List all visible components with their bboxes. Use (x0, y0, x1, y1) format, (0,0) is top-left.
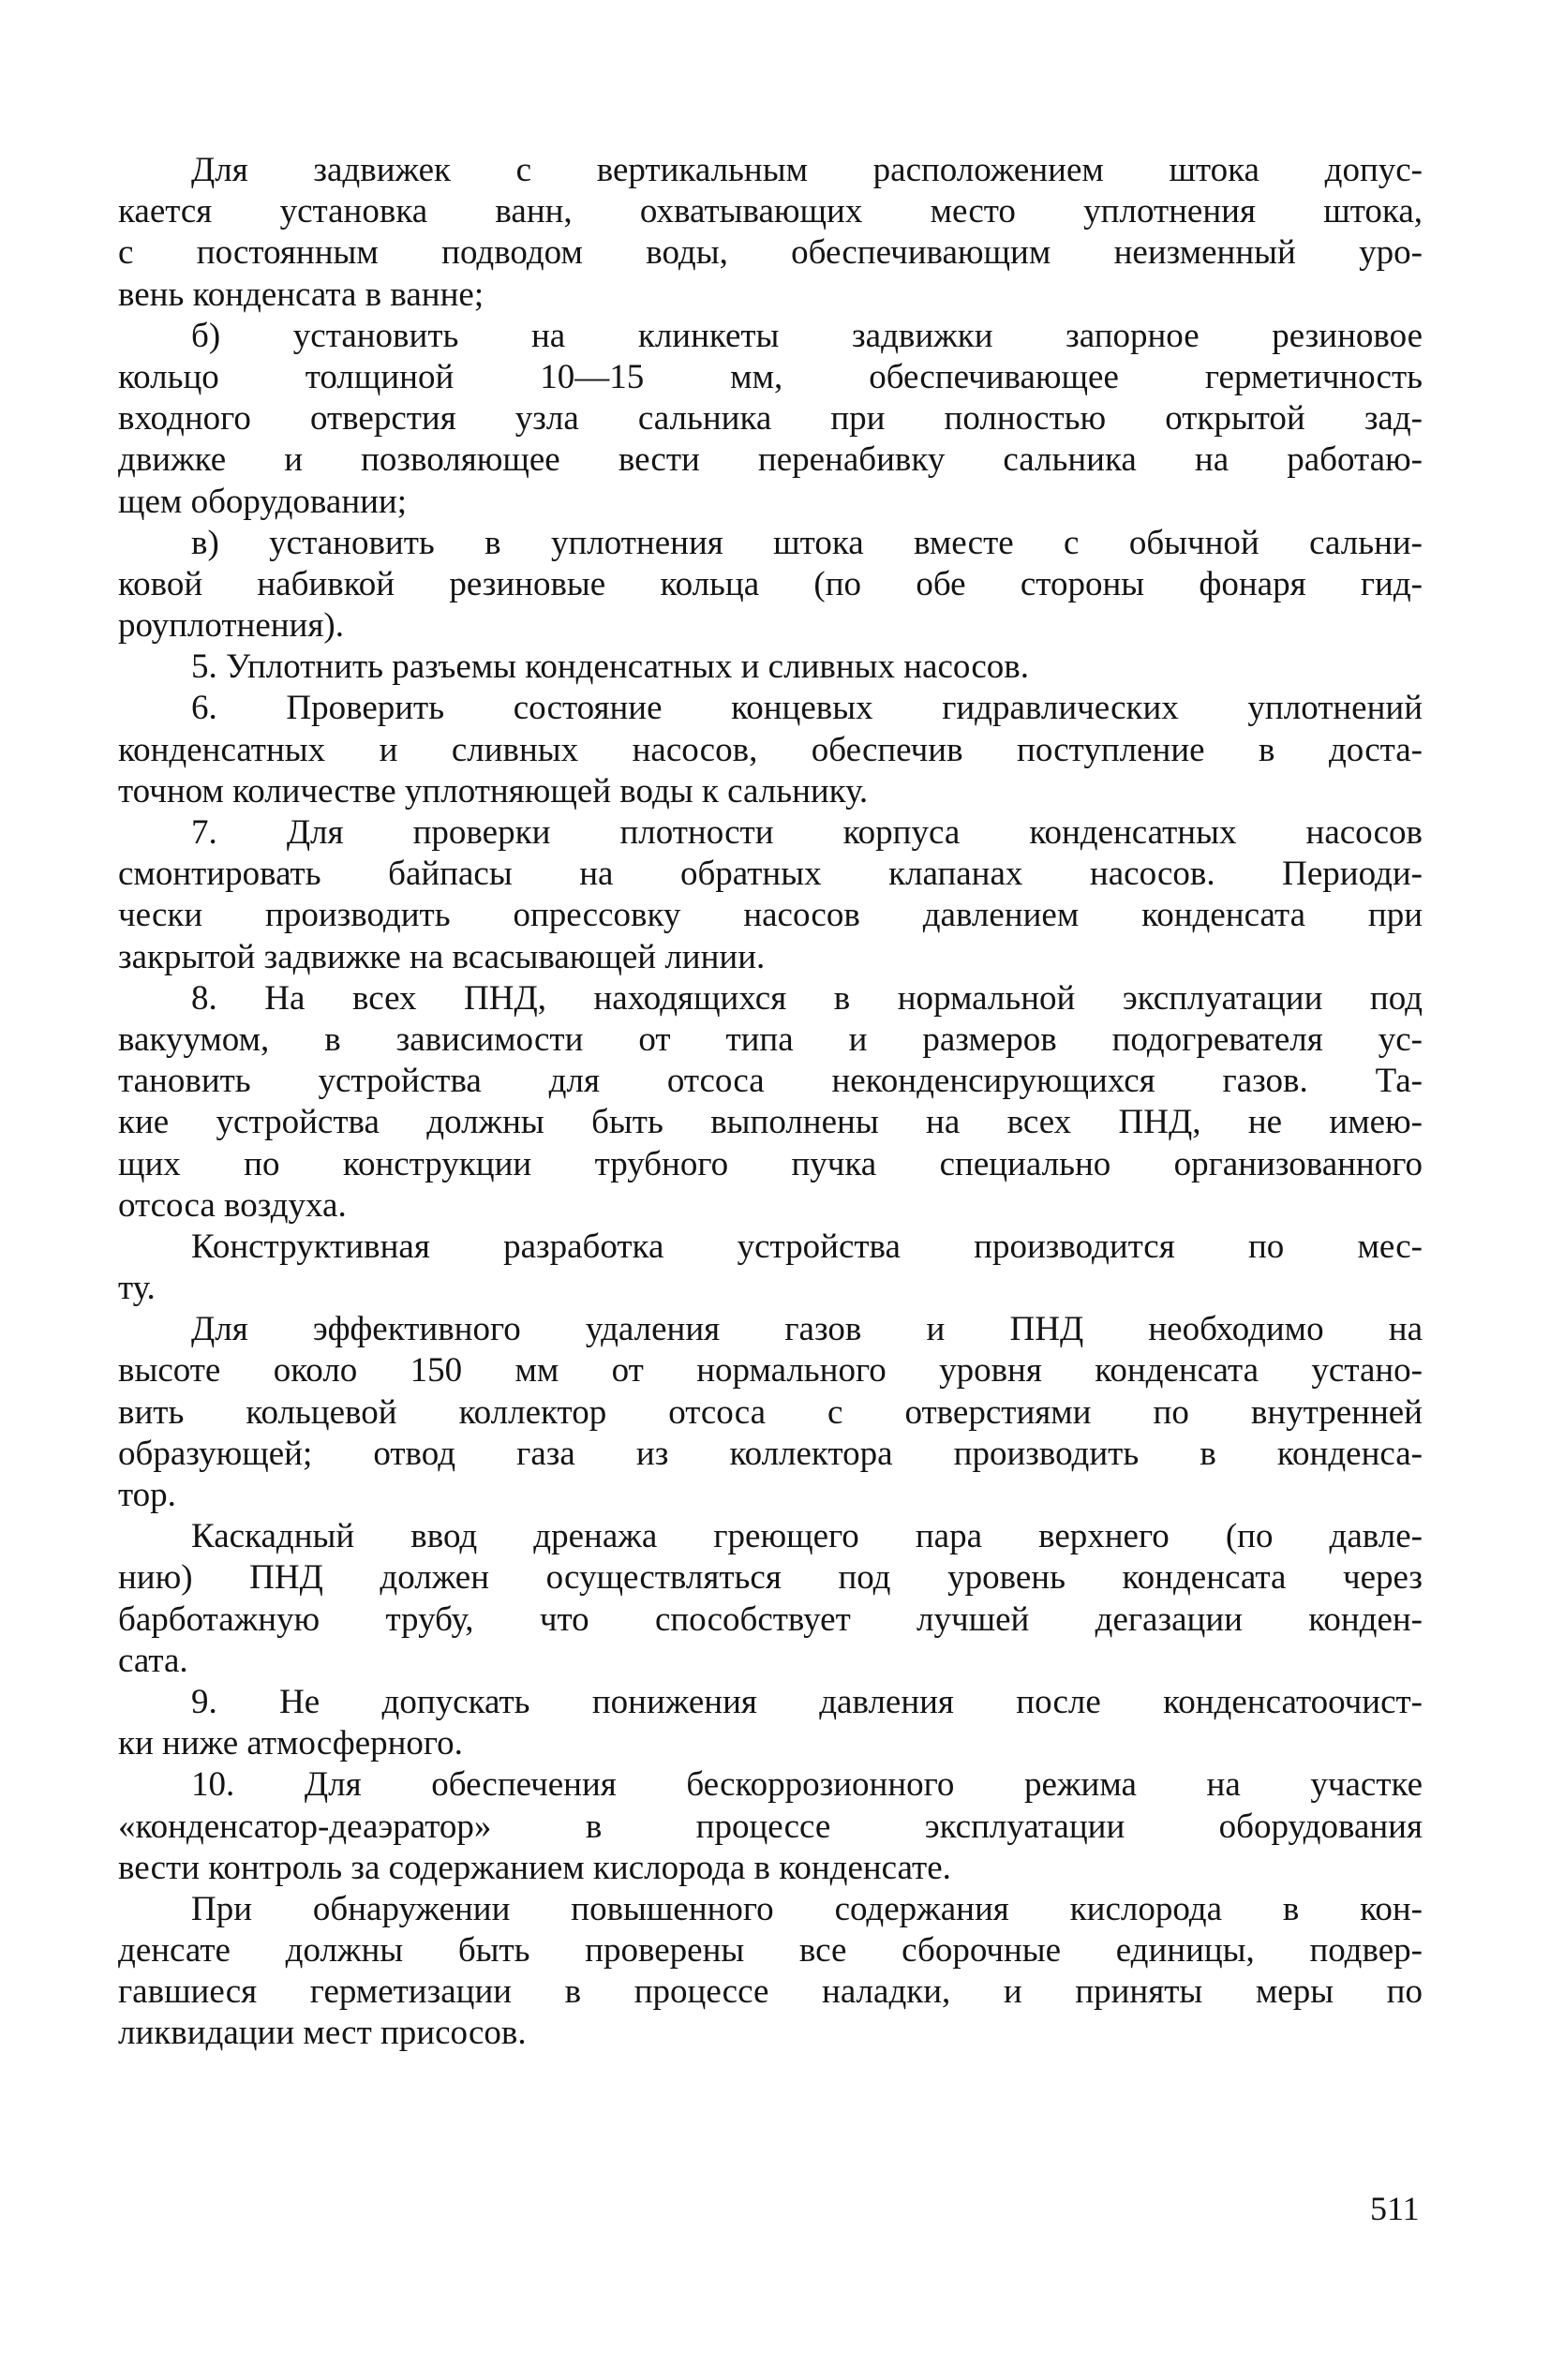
paragraph (118, 647, 1423, 688)
text-line: Для задвижек с вертикальным расположением штока допус- (191, 151, 1423, 189)
text-line: тор. (118, 1476, 176, 1514)
text-line: роуплотнения). (118, 606, 344, 646)
paragraph (118, 812, 1423, 978)
paragraph (118, 1889, 1423, 2055)
text-line: кольцо толщиной 10—15 мм, обеспечивающее герметичность (118, 357, 1423, 396)
text-line: Конструктивная разработка устройства производится по мес- (191, 1227, 1423, 1266)
paragraph (118, 688, 1423, 812)
text-line: вакуумом, в зависимости от типа и размеров подогревателя ус- (118, 1019, 1423, 1059)
text-line: вить кольцевой коллектор отсоса с отверстиями по внутренней (118, 1392, 1423, 1432)
text-line: высоте около 150 мм от нормального уровня конденсата устано- (118, 1351, 1423, 1391)
text-line: отсоса воздуха. (118, 1185, 347, 1225)
text-line: образующей; отвод газа из коллектора производить в конденса- (118, 1434, 1423, 1473)
text-line: смонтировать байпасы на обратных клапанах насосов. Периоди- (118, 855, 1423, 894)
text-line: Для эффективного удаления газов и ПНД необходимо на (191, 1310, 1423, 1349)
paragraph (118, 1309, 1423, 1516)
text-line: ковой набивкой резиновые кольца (по обе стороны фонаря гид- (118, 564, 1423, 603)
text-line: ки ниже атмосферного. (118, 1724, 463, 1763)
text-line: сата. (118, 1641, 188, 1680)
paragraph (118, 150, 1423, 316)
text-line: гавшиеся герметизации в процессе наладки, и приняты меры по (118, 1972, 1423, 2012)
text-line: в) установить в уплотнения штока вместе с обычной сальни- (191, 523, 1423, 562)
text-line: с постоянным подводом воды, обеспечивающим неизменный уро- (118, 233, 1423, 273)
paragraph (118, 1764, 1423, 1889)
text-line: денсате должны быть проверены все сборочные единицы, подвер- (118, 1931, 1423, 1971)
text-line: входного отверстия узла сальника при полностью открытой зад- (118, 399, 1423, 439)
text-line: кие устройства должны быть выполнены на всех ПНД, не имею- (118, 1103, 1423, 1142)
text-line: щих по конструкции трубного пучка специально организованного (118, 1144, 1423, 1183)
text-line: вень конденсата в ванне; (118, 275, 484, 314)
paragraph (118, 316, 1423, 523)
text-line: конденсатных и сливных насосов, обеспечив поступление в доста- (118, 730, 1423, 769)
text-line: движке и позволяющее вести перенабивку сальника на работаю- (118, 440, 1423, 480)
text-line: барботажную трубу, что способствует лучшей дегазации конден- (118, 1599, 1423, 1639)
text-line: 7. Для проверки плотности корпуса конденсатных насосов (191, 813, 1423, 852)
text-line: ликвидации мест присосов. (118, 2014, 527, 2053)
text-line: 6. Проверить состояние концевых гидравлических уплотнений (191, 689, 1423, 728)
text-line: кается установка ванн, охватывающих место уплотнения штока, (118, 192, 1423, 231)
paragraph (118, 1227, 1423, 1309)
text-line: ту. (118, 1269, 156, 1308)
paragraph (118, 1516, 1423, 1682)
text-line: 10. Для обеспечения бескоррозионного режима на участке (191, 1765, 1423, 1805)
text-line: «конденсатор-деаэратор» в процессе эксплуатации оборудования (118, 1807, 1423, 1846)
text-line: чески производить опрессовку насосов давлением конденсата при (118, 896, 1423, 935)
text-line: 5. Уплотнить разъемы конденсатных и сливных насосов. (191, 647, 1029, 687)
text-line: тановить устройства для отсоса неконденсирующихся газов. Та- (118, 1062, 1423, 1101)
paragraph (118, 978, 1423, 1227)
text-line: 9. Не допускать понижения давления после конденсатоочист- (191, 1682, 1423, 1721)
page-number: 511 (1370, 2190, 1420, 2227)
text-line: щем оборудовании; (118, 482, 407, 521)
text-line: Каскадный ввод дренажа греющего пара верхнего (по давле- (191, 1517, 1423, 1556)
page-body-text (118, 150, 1423, 2055)
text-line: вести контроль за содержанием кислорода в конденсате. (118, 1848, 951, 1887)
text-line: 8. На всех ПНД, находящихся в нормальной эксплуатации под (191, 978, 1423, 1018)
text-line: При обнаружении повышенного содержания кислорода в кон- (191, 1889, 1423, 1928)
text-line: б) установить на клинкеты задвижки запорное резиновое (191, 316, 1423, 355)
text-line: точном количестве уплотняющей воды к сальнику. (118, 771, 869, 811)
text-line: нию) ПНД должен осуществляться под уровень конденсата через (118, 1558, 1423, 1598)
text-line: закрытой задвижке на всасывающей линии. (118, 937, 766, 976)
paragraph (118, 523, 1423, 647)
paragraph (118, 1682, 1423, 1764)
